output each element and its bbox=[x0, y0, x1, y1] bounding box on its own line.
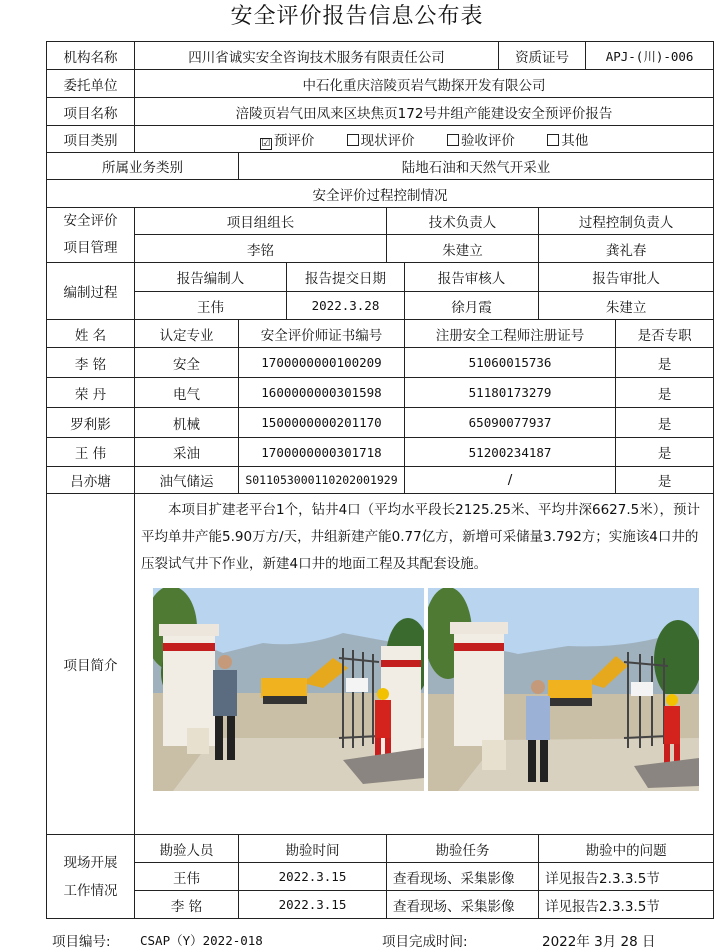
category-options bbox=[135, 126, 714, 153]
staff-header-cert: 安全评价师证书编号 bbox=[239, 320, 405, 348]
checkbox-icon bbox=[447, 134, 459, 146]
management-header-leader: 项目组组长 bbox=[135, 208, 387, 235]
table-row: 李 铭 安全 1700000000100209 51060015736 是 bbox=[47, 348, 714, 378]
cert-value: APJ-(川)-006 bbox=[586, 42, 714, 70]
table-row: 李 铭 2022.3.15 查看现场、采集影像 详见报告2.3.3.5节 bbox=[47, 891, 714, 919]
client-label: 委托单位 bbox=[47, 70, 135, 98]
project-name-label: 项目名称 bbox=[47, 98, 135, 126]
project-no-value: CSAP（Y）2022-018 bbox=[140, 933, 263, 948]
compilation-value-date: 2022.3.28 bbox=[287, 292, 405, 320]
complete-label: 项目完成时间: bbox=[382, 934, 468, 950]
table-row: 王伟 2022.3.15 查看现场、采集影像 详见报告2.3.3.5节 bbox=[47, 863, 714, 891]
table-row: 王 伟 采油 1700000000301718 51200234187 是 bbox=[47, 438, 714, 467]
cert-label: 资质证号 bbox=[499, 42, 586, 70]
staff-header-name: 姓 名 bbox=[47, 320, 135, 348]
management-header-tech: 技术负责人 bbox=[387, 208, 539, 235]
site-header-task: 勘验任务 bbox=[387, 835, 539, 863]
org-value: 四川省诚实安全咨询技术服务有限责任公司 bbox=[135, 42, 499, 70]
category-option-acceptance: 验收评价 bbox=[447, 129, 515, 149]
management-value-process: 龚礼春 bbox=[539, 235, 714, 263]
checkbox-checked-icon: ☑ bbox=[261, 137, 271, 149]
compilation-label: 编制过程 bbox=[47, 263, 135, 320]
staff-header-fulltime: 是否专职 bbox=[616, 320, 714, 348]
category-label: 项目类别 bbox=[47, 126, 135, 153]
project-no-label: 项目编号: bbox=[52, 934, 111, 950]
table-row: 荣 丹 电气 1600000000301598 51180173279 是 bbox=[47, 378, 714, 408]
footer bbox=[0, 928, 714, 950]
site-header-time: 勘验时间 bbox=[239, 835, 387, 863]
compilation-header-date: 报告提交日期 bbox=[287, 263, 405, 292]
compilation-header-approver: 报告审批人 bbox=[539, 263, 714, 292]
table-row: 罗利影 机械 1500000000201170 65090077937 是 bbox=[47, 408, 714, 438]
intro-cell bbox=[135, 494, 714, 835]
management-header-process: 过程控制负责人 bbox=[539, 208, 714, 235]
management-value-tech: 朱建立 bbox=[387, 235, 539, 263]
intro-text: 本项目扩建老平台1个，钻井4口（平均水平段长2125.25米、平均井深6627.5米），预计平均单井产能5.90万方/天，井组新建产能0.77亿方，新增可采储量3.792方；实施该4口井的压裂试气井下作业，新建4口井的地面工程及其配套设施。 bbox=[141, 502, 700, 572]
photo-strip bbox=[153, 588, 707, 791]
compilation-header-author: 报告编制人 bbox=[135, 263, 287, 292]
org-label: 机构名称 bbox=[47, 42, 135, 70]
compilation-value-author: 王伟 bbox=[135, 292, 287, 320]
staff-header-major: 认定专业 bbox=[135, 320, 239, 348]
checkbox-icon bbox=[347, 134, 359, 146]
site-header-person: 勘验人员 bbox=[135, 835, 239, 863]
compilation-header-reviewer: 报告审核人 bbox=[405, 263, 539, 292]
staff-header-reg: 注册安全工程师注册证号 bbox=[405, 320, 616, 348]
compilation-value-reviewer: 徐月霞 bbox=[405, 292, 539, 320]
category-option-pre: ☑ 预评价 bbox=[261, 132, 315, 149]
site-header-issue: 勘验中的问题 bbox=[539, 835, 714, 863]
checkbox-icon bbox=[547, 134, 559, 146]
table-row: 吕亦塘 油气储运 S011053000110202001929 / 是 bbox=[47, 467, 714, 494]
management-value-leader: 李铭 bbox=[135, 235, 387, 263]
category-option-status: 现状评价 bbox=[347, 129, 415, 149]
client-value: 中石化重庆涪陵页岩气勘探开发有限公司 bbox=[135, 70, 714, 98]
page-title: 安全评价报告信息公布表 bbox=[230, 4, 484, 29]
site-photo-right bbox=[428, 588, 699, 791]
business-label: 所属业务类别 bbox=[47, 153, 239, 180]
complete-date: 2022年 3月 28 日 bbox=[542, 934, 656, 950]
business-value: 陆地石油和天然气开采业 bbox=[239, 153, 714, 180]
compilation-value-approver: 朱建立 bbox=[539, 292, 714, 320]
category-option-other: 其他 bbox=[547, 129, 588, 149]
management-label: 安全评价 项目管理 bbox=[47, 208, 135, 263]
project-name-value: 涪陵页岩气田凤来区块焦页172号井组产能建设安全预评价报告 bbox=[135, 98, 714, 126]
site-label: 现场开展 工作情况 bbox=[47, 835, 135, 919]
info-table bbox=[46, 41, 714, 919]
intro-label: 项目简介 bbox=[47, 494, 135, 835]
site-photo-left bbox=[153, 588, 424, 791]
process-header: 安全评价过程控制情况 bbox=[47, 180, 714, 208]
